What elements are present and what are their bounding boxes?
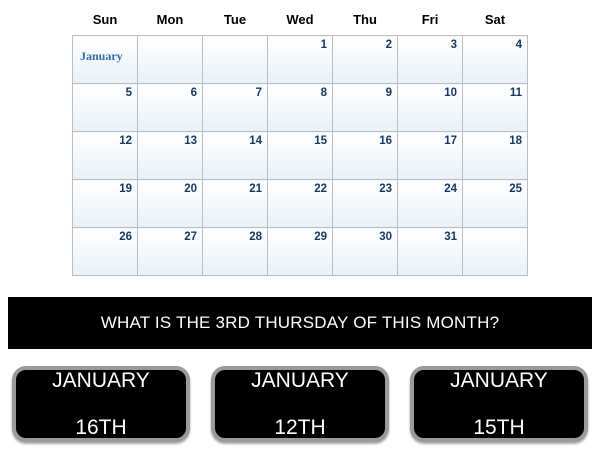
answer-option-3-line1: JANUARY <box>450 368 548 392</box>
calendar-cell <box>138 84 203 132</box>
day-number: 1 <box>320 39 327 51</box>
calendar-cell <box>73 132 138 180</box>
calendar-cell <box>138 36 203 84</box>
answer-option-3-label <box>438 369 560 440</box>
question-text: WHAT IS THE 3RD THURSDAY OF THIS MONTH? <box>100 313 500 332</box>
day-number: 9 <box>385 87 392 99</box>
answer-option-1[interactable] <box>12 366 190 442</box>
calendar-cell <box>398 228 463 276</box>
calendar-week-row <box>73 36 528 84</box>
calendar-cell <box>333 132 398 180</box>
calendar-cell <box>398 36 463 84</box>
calendar-cell <box>333 84 398 132</box>
calendar-cell <box>333 180 398 228</box>
day-number: 12 <box>119 135 132 147</box>
day-number: 19 <box>119 183 132 195</box>
calendar-cell <box>73 84 138 132</box>
day-number: 10 <box>444 87 457 99</box>
day-number: 5 <box>125 87 132 99</box>
calendar-cell <box>203 228 268 276</box>
calendar-cell <box>268 228 333 276</box>
weekday-header-sat: Sat <box>484 12 506 27</box>
day-number: 15 <box>314 135 327 147</box>
calendar-cell <box>73 36 138 84</box>
calendar-cell <box>138 228 203 276</box>
weekday-header-wed: Wed <box>286 12 314 27</box>
calendar-cell <box>463 180 528 228</box>
calendar-month-label: January <box>80 49 123 63</box>
calendar-cell <box>398 132 463 180</box>
calendar-cell <box>398 84 463 132</box>
calendar-week-row <box>73 84 528 132</box>
day-number: 2 <box>385 39 392 51</box>
calendar-cell <box>138 132 203 180</box>
day-number: 13 <box>184 135 197 147</box>
day-number: 25 <box>509 183 522 195</box>
day-number: 23 <box>379 183 392 195</box>
calendar <box>72 8 528 276</box>
day-number: 28 <box>249 231 262 243</box>
day-number: 17 <box>444 135 457 147</box>
calendar-cell <box>203 36 268 84</box>
calendar-cell <box>268 132 333 180</box>
day-number: 6 <box>190 87 197 99</box>
day-number: 30 <box>379 231 392 243</box>
answer-option-3-line2: 15TH <box>473 415 525 439</box>
calendar-cell <box>333 36 398 84</box>
answer-options <box>12 366 588 442</box>
weekday-header-sun: Sun <box>92 12 118 27</box>
day-number: 31 <box>444 231 457 243</box>
calendar-cell <box>73 180 138 228</box>
answer-option-2-label <box>239 369 361 440</box>
weekday-header-tue: Tue <box>223 12 247 27</box>
day-number: 20 <box>184 183 197 195</box>
calendar-cell <box>463 84 528 132</box>
calendar-cell <box>138 180 203 228</box>
weekday-header-fri: Fri <box>421 12 439 27</box>
day-number: 16 <box>379 135 392 147</box>
day-number: 14 <box>249 135 262 147</box>
day-number: 24 <box>444 183 457 195</box>
calendar-cell <box>268 36 333 84</box>
calendar-cell <box>398 180 463 228</box>
day-number: 29 <box>314 231 327 243</box>
calendar-cell-blank <box>463 228 528 276</box>
calendar-cell <box>333 228 398 276</box>
day-number: 26 <box>119 231 132 243</box>
day-number: 7 <box>255 87 262 99</box>
calendar-header-row <box>73 8 528 36</box>
day-number: 3 <box>450 39 457 51</box>
day-number: 11 <box>509 87 522 99</box>
question-bar <box>8 297 592 349</box>
answer-option-1-label <box>40 369 162 440</box>
calendar-week-row <box>73 180 528 228</box>
day-number: 18 <box>509 135 522 147</box>
calendar-table <box>72 8 528 276</box>
calendar-cell <box>463 36 528 84</box>
answer-option-2[interactable] <box>211 366 389 442</box>
calendar-week-row <box>73 228 528 276</box>
answer-option-2-line2: 12TH <box>274 415 326 439</box>
weekday-header-thu: Thu <box>353 12 377 27</box>
day-number: 22 <box>314 183 327 195</box>
weekday-header-mon: Mon <box>156 12 184 27</box>
answer-option-1-line1: JANUARY <box>52 368 150 392</box>
calendar-cell <box>463 132 528 180</box>
calendar-cell <box>268 180 333 228</box>
day-number: 27 <box>184 231 197 243</box>
calendar-cell <box>73 228 138 276</box>
answer-option-1-line2: 16TH <box>75 415 127 439</box>
calendar-cell <box>268 84 333 132</box>
calendar-week-row <box>73 132 528 180</box>
calendar-cell <box>203 84 268 132</box>
day-number: 4 <box>515 39 522 51</box>
calendar-cell <box>203 180 268 228</box>
answer-option-2-line1: JANUARY <box>251 368 349 392</box>
calendar-cell <box>203 132 268 180</box>
day-number: 8 <box>320 87 327 99</box>
answer-option-3[interactable] <box>410 366 588 442</box>
day-number: 21 <box>249 183 262 195</box>
